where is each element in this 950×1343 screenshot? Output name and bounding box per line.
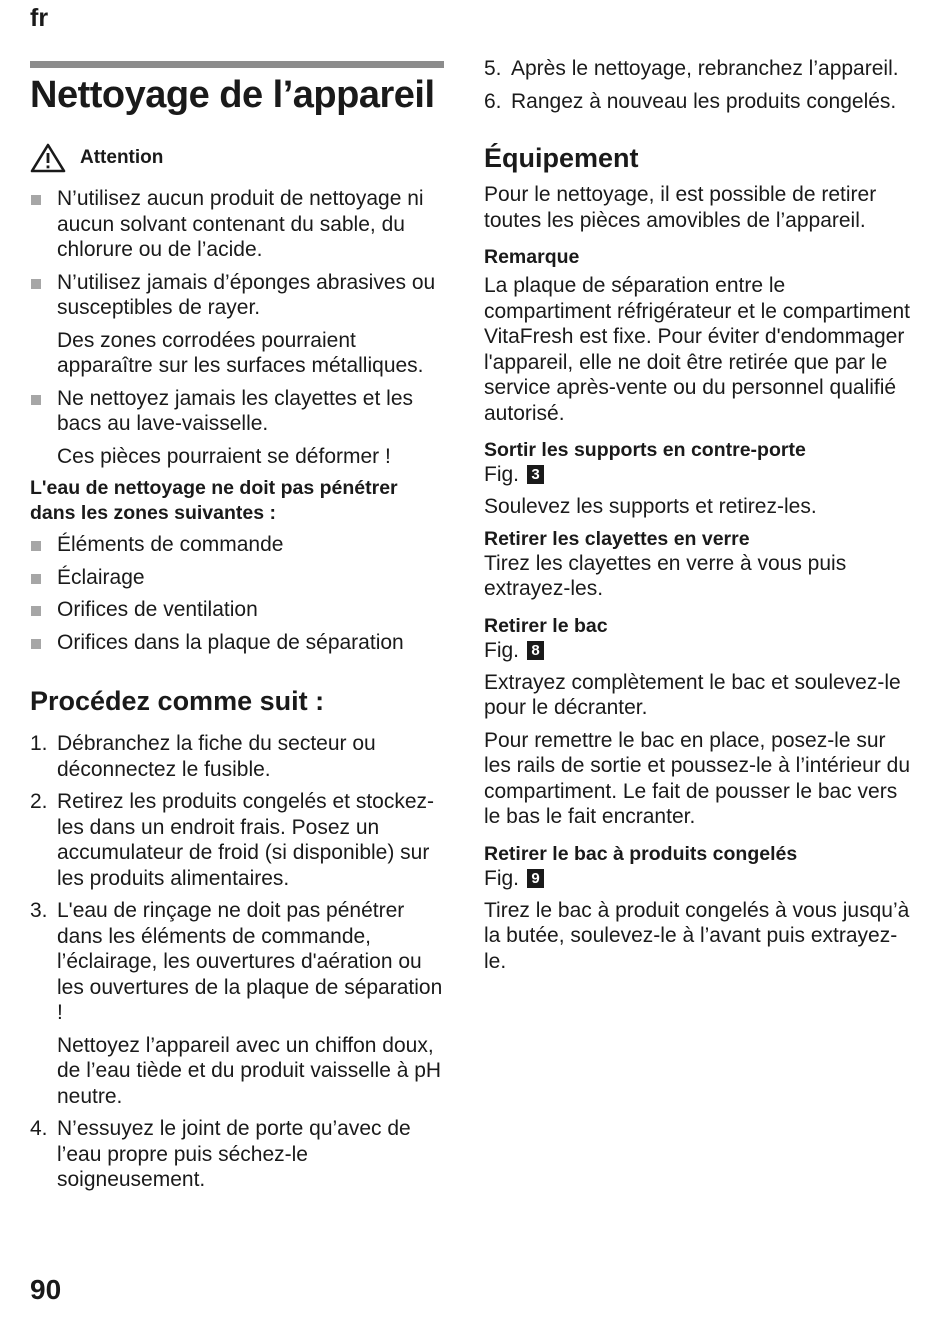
frozen-text: Tirez le bac à produit congelés à vous jusqu’à la butée, soulevez-le à l’avant puis extrayez-le.: [484, 898, 910, 973]
shelves-text: Tirez les clayettes en verre à vous puis extrayez-les.: [484, 551, 847, 600]
attention-label: Attention: [80, 147, 164, 168]
bin-heading: Retirer le bac: [484, 614, 608, 637]
bin-text: Pour remettre le bac en place, posez-le sur les rails de sortie et poussez-le à l’intérieur du compartiment. Le fait de pousser le bac vers le bas le fait encranter.: [484, 728, 911, 828]
equipment-heading: Équipement: [484, 143, 639, 173]
list-item: 4. N’essuyez le joint de porte qu’avec de l’eau propre puis séchez-le soigneusement.: [30, 1117, 411, 1191]
figure-ref: Fig. 9: [484, 866, 916, 891]
procedure-steps-continued: [484, 56, 916, 114]
procedure-heading: Procédez comme suit :: [30, 686, 325, 716]
list-item: 5. Après le nettoyage, rebranchez l’appareil.: [484, 57, 899, 80]
language-code: fr: [30, 4, 49, 32]
list-item: 3. L'eau de rinçage ne doit pas pénétrer dans les éléments de commande, l’éclairage, les ouvertures d'aération ou les ouvertures de la plaque de séparation !: [30, 899, 443, 1024]
warning-list: [30, 186, 445, 321]
supports-text: Soulevez les supports et retirez-les.: [484, 495, 817, 518]
step3-note: Nettoyez l’appareil avec un chiffon doux, de l’eau tiède et du produit vaisselle à pH neutre.: [57, 1033, 442, 1108]
figure-number-badge: 3: [527, 465, 544, 484]
frozen-heading: Retirer le bac à produits congelés: [484, 842, 798, 865]
warning-list: [30, 386, 445, 437]
water-heading: L'eau de nettoyage ne doit pas pénétrer dans les zones suivantes :: [30, 477, 398, 524]
page-title: Nettoyage de l’appareil: [30, 74, 435, 116]
right-column: [484, 56, 916, 974]
list-item: Éléments de commande: [30, 532, 445, 558]
list-item: N’utilisez jamais d’éponges abrasives ou susceptibles de rayer.: [30, 270, 445, 321]
page-number: 90: [30, 1274, 62, 1305]
title-rule: [30, 61, 444, 68]
list-item: N’utilisez aucun produit de nettoyage ni aucun solvant contenant du sable, du chlorure ou de l’acide.: [30, 186, 445, 263]
figure-ref: Fig. 3: [484, 462, 916, 487]
remark-text: La plaque de séparation entre le compartiment réfrigérateur et le compartiment VitaFresh est fixe. Pour éviter d'endommager l'appareil, elle ne doit être retirée que par le service après-vente ou du personnel qualifié autorisé.: [484, 274, 910, 425]
equipment-intro: Pour le nettoyage, il est possible de retirer toutes les pièces amovibles de l’appareil.: [484, 183, 877, 232]
left-column: [30, 142, 445, 1200]
zone-list: [30, 532, 445, 655]
procedure-steps: [30, 1116, 445, 1193]
list-item: 6. Rangez à nouveau les produits congelés.: [484, 89, 897, 113]
warning-note: Ces pièces pourraient se déformer !: [57, 444, 391, 468]
warning-note: Des zones corrodées pourraient apparaître sur les surfaces métalliques.: [57, 328, 424, 377]
procedure-steps: [30, 731, 445, 1026]
figure-ref: Fig. 8: [484, 638, 916, 663]
attention-box: [30, 142, 445, 174]
list-item: Orifices dans la plaque de séparation: [30, 630, 445, 656]
supports-heading: Sortir les supports en contre-porte: [484, 439, 806, 461]
figure-number-badge: 8: [527, 641, 544, 660]
list-item: Éclairage: [30, 565, 445, 591]
list-item: 2. Retirez les produits congelés et stockez-les dans un endroit frais. Posez un accumulateur de froid (si disponible) sur les produits alimentaires.: [30, 790, 435, 890]
shelves-heading: Retirer les clayettes en verre: [484, 527, 750, 550]
list-item: 1. Débranchez la fiche du secteur ou déconnectez le fusible.: [30, 732, 376, 781]
bin-text: Extrayez complètement le bac et soulevez-le pour le décranter.: [484, 670, 901, 719]
list-item: Orifices de ventilation: [30, 597, 445, 623]
remark-heading: Remarque: [484, 246, 580, 268]
list-item: Ne nettoyez jamais les clayettes et les bacs au lave-vaisselle.: [30, 386, 445, 437]
warning-triangle-icon: [30, 143, 66, 173]
figure-number-badge: 9: [527, 869, 544, 888]
